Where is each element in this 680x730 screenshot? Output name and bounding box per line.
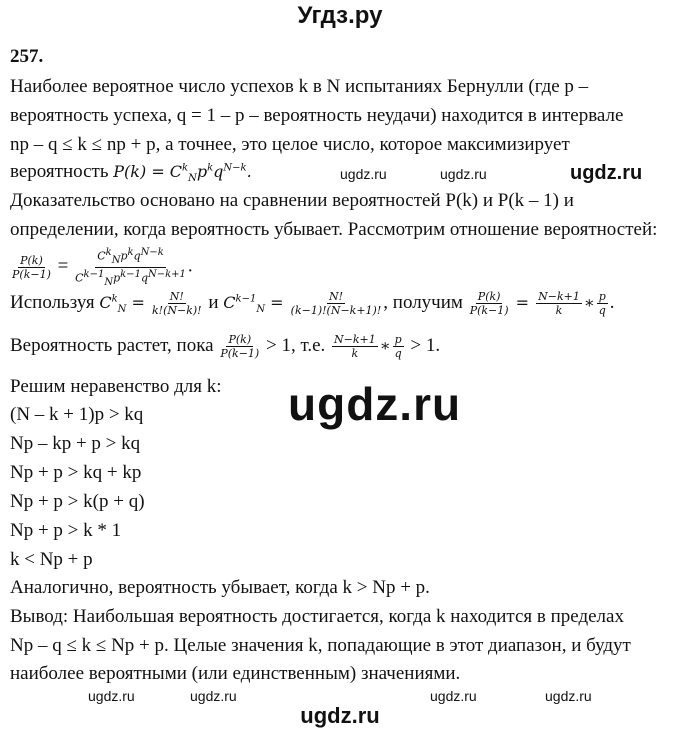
- text: и: [203, 291, 224, 313]
- step-line: Np + p > k(p + q): [10, 491, 145, 512]
- text: Используя: [10, 291, 100, 313]
- site-footer: ugdz.ru: [300, 703, 380, 728]
- formula-ratio: $\frac{P(k)}{P(k-1)}$ = $C^k_Np^kq^{N-k}$ $C^{k-1}_Np^{k-1}q^{N-k+1}$ .: [12, 247, 193, 288]
- text-line: вероятность успеха, q = 1 – p – вероятность неудачи) находится в интервале: [10, 105, 624, 126]
- text-line: Np – q ≤ k ≤ Np + p. Целые значения k, попадающие в этот диапазон, и будут: [10, 635, 631, 656]
- watermark: ugdz.ru: [88, 688, 135, 704]
- text: , получим: [383, 291, 468, 313]
- text-line: Наиболее вероятное число успехов k в N испытаниях Бернулли (где p –: [10, 76, 589, 97]
- watermark: ugdz.ru: [570, 162, 643, 184]
- formula-pk: $P(k) = C^k_Np^kq^{N-k}$.: [113, 162, 252, 185]
- text: > 1, т.е.: [261, 334, 331, 356]
- watermark: ugdz.ru: [440, 166, 487, 182]
- text-line: Используя $C^k_N$ = $\frac{N!}{k!(N-k)!}$ и $C^{k-1}_N$ = $\frac{N!}{(k-1)!(N-k+1)!}$ , получим $\frac{P(k)}{P(k-1)}$ = $\frac{N-k+1}{k}$ ∗ $\frac{p}{q}$ .: [10, 290, 615, 317]
- step-line: (N – k + 1)p > kq: [10, 404, 144, 425]
- step-line: Np + p > kq + kp: [10, 462, 142, 483]
- text-line: Аналогично, вероятность убывает, когда k > Np + p.: [10, 577, 430, 598]
- step-line: Np – kp + p > kq: [10, 433, 141, 454]
- text-line: Решим неравенство для k:: [10, 376, 222, 397]
- watermark: ugdz.ru: [190, 688, 237, 704]
- watermark: ugdz.ru: [430, 688, 477, 704]
- text-line: np – q ≤ k ≤ np + p, а точнее, это целое число, которое максимизирует: [10, 134, 570, 155]
- text-line: Доказательство основано на сравнении вероятностей P(k) и P(k – 1) и: [10, 190, 574, 211]
- watermark: ugdz.ru: [545, 688, 592, 704]
- watermark-large: ugdz.ru: [288, 378, 462, 430]
- step-line: Np + p > k * 1: [10, 520, 122, 541]
- text-line: Вероятность растет, пока $\frac{P(k)}{P(k-1)}$ > 1, т.е. $\frac{N-k+1}{k}$ ∗ $\frac{p}{q}$ > 1.: [10, 333, 441, 360]
- problem-number: 257.: [10, 46, 44, 67]
- watermark: ugdz.ru: [340, 166, 387, 182]
- text-line: наиболее вероятными (или единственным) значениями.: [10, 663, 461, 684]
- step-line: k < Np + p: [10, 549, 93, 570]
- text: вероятность: [10, 161, 114, 182]
- text: Вероятность растет, пока: [10, 334, 219, 356]
- text: > 1.: [405, 334, 441, 356]
- text-line: Вывод: Наибольшая вероятность достигается, когда k находится в пределах: [10, 606, 624, 627]
- site-header: Угдз.ру: [297, 2, 383, 29]
- text-line: определении, когда вероятность убывает. Рассмотрим отношение вероятностей:: [10, 219, 658, 240]
- text-line: [10, 161, 252, 184]
